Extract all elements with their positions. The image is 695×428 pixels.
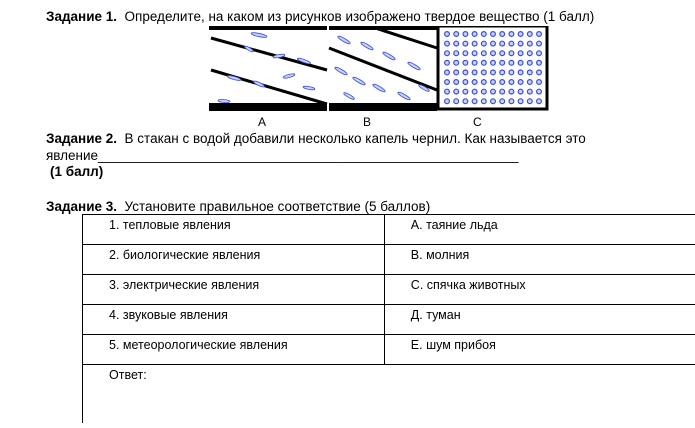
solid-particle: [509, 89, 514, 94]
solid-particle: [527, 99, 532, 104]
solid-particle: [481, 51, 486, 56]
panel-b: [329, 26, 437, 111]
solid-particle: [500, 60, 505, 65]
solid-particle: [527, 70, 532, 75]
task3-heading: [46, 199, 430, 214]
solid-particle: [491, 51, 496, 56]
solid-particle: [472, 89, 477, 94]
task1-label: Задание 1.: [46, 9, 118, 24]
solid-particle: [500, 51, 505, 56]
states-of-matter-figure: [209, 26, 549, 126]
solid-particle: [518, 51, 523, 56]
solid-particle: [463, 60, 468, 65]
solid-particle: [518, 89, 523, 94]
solid-particle: [481, 80, 486, 85]
solid-particle: [537, 89, 542, 94]
phenomenon-5: 5. метеорологические явления: [109, 338, 288, 352]
task2-answer-line: явление________________________________________________________: [46, 148, 519, 163]
example-b: В. молния: [410, 248, 470, 262]
solid-particle: [445, 89, 450, 94]
solid-particle: [500, 70, 505, 75]
solid-particle: [454, 60, 459, 65]
solid-particle: [481, 41, 486, 46]
task1-text: Определите, на каком из рисунков изображено твердое вещество (1 балл): [124, 9, 595, 24]
solid-particle: [454, 80, 459, 85]
solid-particle: [463, 89, 468, 94]
solid-particle: [518, 99, 523, 104]
label-b: В: [363, 115, 372, 129]
solid-particle: [518, 60, 523, 65]
solid-particle: [527, 89, 532, 94]
solid-particle: [454, 41, 459, 46]
solid-particle: [454, 32, 459, 37]
solid-particle: [500, 41, 505, 46]
solid-particle: [500, 99, 505, 104]
solid-particle: [491, 70, 496, 75]
solid-particle: [472, 32, 477, 37]
solid-particle: [537, 51, 542, 56]
solid-particle: [500, 32, 505, 37]
solid-particle: [537, 60, 542, 65]
solid-particle: [454, 70, 459, 75]
task2-label: Задание 2.: [46, 131, 118, 146]
solid-particle: [454, 89, 459, 94]
solid-particle: [445, 41, 450, 46]
example-c: С. спячка животных: [410, 278, 526, 292]
solid-particle: [472, 51, 477, 56]
solid-particle: [527, 80, 532, 85]
label-a: А: [258, 115, 267, 129]
solid-particle: [472, 60, 477, 65]
solid-particle: [509, 80, 514, 85]
solid-particle: [537, 70, 542, 75]
solid-particle: [509, 70, 514, 75]
solid-particle: [518, 41, 523, 46]
solid-particle: [472, 41, 477, 46]
label-c: С: [473, 115, 482, 129]
solid-particle: [481, 60, 486, 65]
solid-particle: [463, 32, 468, 37]
solid-particle: [518, 80, 523, 85]
phenomenon-2: 2. биологические явления: [109, 248, 261, 262]
task2-points: (1 балл): [50, 164, 104, 179]
solid-particle: [527, 60, 532, 65]
solid-particle: [509, 41, 514, 46]
table-row: [83, 305, 695, 335]
panel-a: [209, 26, 327, 111]
task2-text: В стакан с водой добавили несколько капель чернил. Как называется это: [124, 131, 586, 146]
solid-particle: [445, 80, 450, 85]
solid-particle: [537, 80, 542, 85]
solid-particle: [481, 99, 486, 104]
solid-particle: [518, 70, 523, 75]
solid-particle: [481, 89, 486, 94]
solid-particle: [537, 41, 542, 46]
task3-text: Установите правильное соответствие (5 баллов): [124, 199, 431, 214]
solid-particle: [509, 99, 514, 104]
task3-label: Задание 3.: [46, 199, 118, 214]
table-row: [83, 245, 695, 275]
solid-particle: [527, 51, 532, 56]
solid-particle: [537, 32, 542, 37]
solid-particle: [463, 51, 468, 56]
solid-particle: [518, 32, 523, 37]
solid-particle: [463, 99, 468, 104]
solid-particle: [445, 32, 450, 37]
solid-particle: [445, 70, 450, 75]
example-d: Д. туман: [410, 308, 461, 322]
example-a: А. таяние льда: [410, 218, 498, 232]
solid-particle: [509, 32, 514, 37]
solid-particle: [445, 51, 450, 56]
solid-particle: [537, 99, 542, 104]
solid-particle: [463, 41, 468, 46]
solid-particle: [472, 99, 477, 104]
solid-particle: [491, 60, 496, 65]
phenomenon-4: 4. звуковые явления: [109, 308, 228, 322]
matching-table: [82, 214, 695, 423]
solid-particle: [454, 99, 459, 104]
table-row: [83, 215, 695, 245]
task1-heading: [46, 9, 594, 24]
answer-row[interactable]: [83, 365, 695, 424]
solid-particle: [445, 99, 450, 104]
solid-particle: [509, 60, 514, 65]
solid-particle: [454, 51, 459, 56]
phenomenon-3: 3. электрические явления: [109, 278, 260, 292]
solid-particle: [463, 70, 468, 75]
panel-c: [438, 26, 547, 109]
solid-particle: [500, 89, 505, 94]
solid-particle: [491, 41, 496, 46]
solid-particle: [472, 70, 477, 75]
solid-particle: [481, 32, 486, 37]
solid-particle: [481, 70, 486, 75]
table-row: [83, 275, 695, 305]
solid-particle: [445, 60, 450, 65]
solid-particle: [491, 32, 496, 37]
solid-particle: [500, 80, 505, 85]
solid-particle: [527, 32, 532, 37]
table-row: [83, 335, 695, 365]
task2-heading: [46, 131, 586, 146]
solid-particle: [509, 51, 514, 56]
phenomenon-1: 1. тепловые явления: [109, 218, 231, 232]
solid-particle: [491, 80, 496, 85]
solid-particle: [463, 80, 468, 85]
solid-particle: [491, 99, 496, 104]
example-e: Е. шум прибоя: [410, 338, 496, 352]
solid-particle: [491, 89, 496, 94]
solid-particle: [527, 41, 532, 46]
answer-label: Ответ:: [109, 368, 147, 382]
solid-particle: [472, 80, 477, 85]
